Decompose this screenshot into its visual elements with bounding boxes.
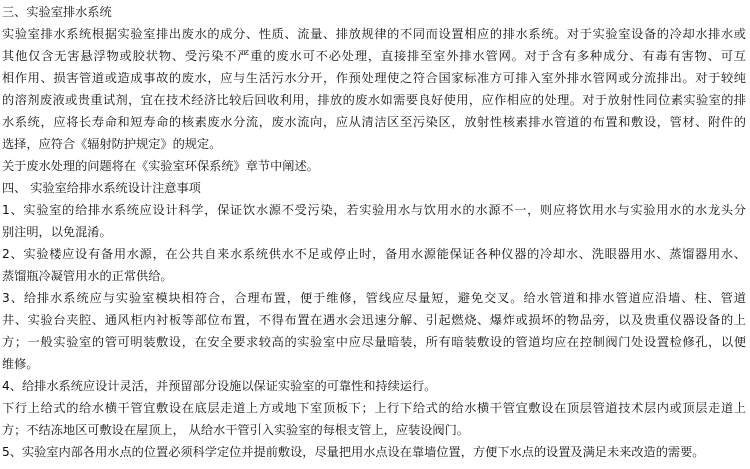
paragraph-line: 的溶剂废液或贵重试剂，宜在技术经济比较后回收利用，排放的废水如需要良好使用，应作相应的处理。对于放射性同位素实验室的排 [2,93,746,107]
document-body [2,1,746,463]
item-3-line: 3、给排水系统应与实验室模块相符合，合理布置，便于维修，管线应尽量短，避免交叉。给水管道和排水管道应沿墙、柱、管道 [2,291,746,305]
item-1-line: 1、实验室的给排水系统应设计科学，保证饮水源不受污染，若实验用水与饮用水的水源不一，则应将饮用水与实验用水的水龙头分 [2,203,746,217]
paragraph-line: 其他仅含无害悬浮物或胶状物、受污染不严重的废水可不必处理，直接排至室外排水管网。对于含有多种成分、有毒有害物、可互 [2,49,746,63]
item-3-line: 维修。 [2,357,39,371]
item-5-line: 5、实验室内部各用水点的位置必须科学定位并提前敷设，尽量把用水点设在靠墙位置，方便下水点的设置及满足未来改造的需要。 [2,445,705,459]
item-1-line: 别注明，以免混淆。 [2,225,112,239]
section-4-heading: 四、 实验室给排水系统设计注意事项 [2,181,201,195]
item-3-line: 方；一般实验室的管可明装敷设，在安全要求较高的实验室中应尽量暗装，所有暗装敷设的管道均应在控制阀门处设置检修孔，以便 [2,335,746,349]
item-4-detail-line: 方；不结冻地区可敷设在屋顶上， 从给水干管引入实验室的每根支管上，应装设阀门。 [2,423,469,437]
paragraph-line: 相作用、损害管道或造成事故的废水，应与生活污水分开，作预处理使之符合国家标准方可排入室外排水管网或分流排出。对于较纯 [2,71,746,85]
paragraph-line: 实验室排水系统根据实验室排出废水的成分、性质、流量、排放规律的不同而设置相应的排水系统。对于实验室设备的冷却水排水或 [2,27,746,41]
item-2-line: 蒸馏瓶冷凝管用水的正常供给。 [2,269,173,283]
item-4-detail-line: 下行上给式的给水横干管宜敷设在底层走道上方或地下室顶板下；上行下给式的给水横干管宜敷设在顶层管道技术层内或顶层走道上 [2,401,746,415]
paragraph-line: 水系统，应将长寿命和短寿命的核素废水分流，废水流向，应从清洁区至污染区，放射性核素排水管道的布置和敷设，管材、附件的 [2,115,746,129]
item-2-line: 2、实验楼应设有备用水源，在公共自来水系统供水不足或停止时，备用水源能保证各种仪器的冷却水、洗眼器用水、蒸馏器用水、 [2,247,746,261]
item-4-line: 4、给排水系统应设计灵活，并预留部分设施以保证实验室的可靠性和持续运行。 [2,379,437,393]
item-3-line: 井、实验台夹腔、通风柜内衬板等部位布置，不得布置在遇水会迅速分解、引起燃烧、爆炸或损坏的物品旁，以及贵重仪器设备的上 [2,313,746,327]
paragraph-line: 选择，应符合《辐射防护规定》的规定。 [2,137,222,151]
section-3-heading: 三、实验室排水系统 [2,5,112,19]
paragraph-line: 关于废水处理的问题将在《实验室环保系统》章节中阐述。 [2,159,319,173]
